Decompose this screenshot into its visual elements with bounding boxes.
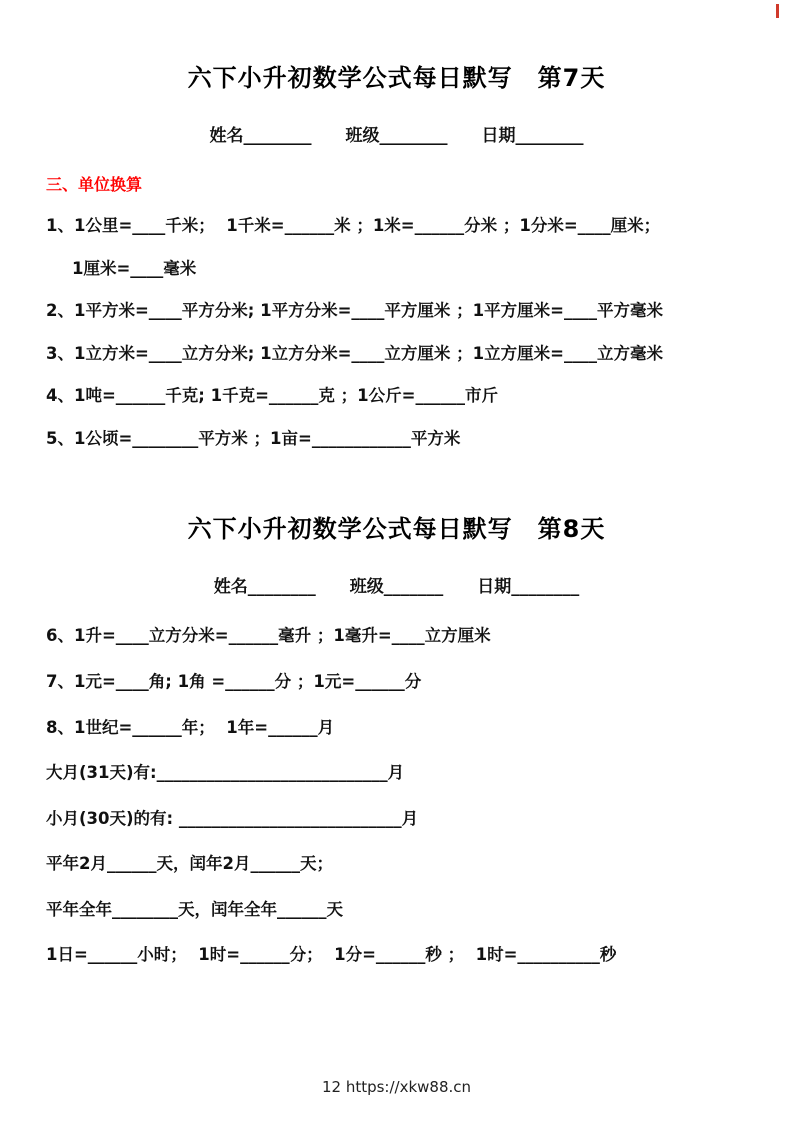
- worksheet-line: 小月(30天)的有: ___________________________月: [46, 808, 419, 828]
- page-corner-mark: [776, 4, 779, 18]
- worksheet-line: 6、1升=____立方分米=______毫升 ；1毫升=____立方厘米: [46, 626, 491, 646]
- worksheet-line: 4、1吨=______千克; 1千克=______克 ；1公斤=______市斤: [46, 386, 498, 406]
- worksheet-line: 平年2月______天，闰年2月______天；: [46, 854, 333, 874]
- page-title-day7: 六下小升初数学公式每日默写 第7天: [187, 64, 606, 92]
- worksheet-line: 2、1平方米=____平方分米; 1平方分米=____平方厘米 ；1平方厘米=____平方毫米: [46, 301, 663, 321]
- name-class-date-line-day7: 姓名________ 班级________ 日期________: [209, 126, 584, 146]
- worksheet-line: 3、1立方米=____立方分米; 1立方分米=____立方厘米 ；1立方厘米=____立方毫米: [46, 343, 663, 363]
- section-day8: [46, 509, 747, 968]
- worksheet-line: 1、1公里=____千米； 1千米=______米 ；1米=______分米 ；1分米=____厘米；: [46, 216, 661, 235]
- worksheet-line: 平年全年________天，闰年全年______天: [46, 899, 343, 919]
- worksheet-line: 大月(31天)有:____________________________月: [46, 763, 405, 783]
- worksheet-line: 1日=______小时； 1时=______分； 1分=______秒 ； 1时=__________秒: [46, 945, 617, 965]
- worksheet-line: 1厘米=____毫米: [72, 258, 197, 278]
- page-footer: 12 https://xkw88.cn: [321, 1078, 472, 1096]
- page-title-day8: 六下小升初数学公式每日默写 第8天: [187, 515, 606, 544]
- name-class-date-line-day8: 姓名________ 班级_______ 日期________: [213, 577, 580, 598]
- worksheet-line: 8、1世纪=______年； 1年=______月: [46, 717, 335, 737]
- section-day7: [46, 58, 747, 451]
- worksheet-line: 5、1公顷=________平方米 ；1亩=____________平方米: [46, 428, 461, 448]
- section-header-unit-conversion: 三、单位换算: [46, 175, 143, 194]
- worksheet-line: 7、1元=____角; 1角 =______分 ；1元=______分: [46, 671, 422, 691]
